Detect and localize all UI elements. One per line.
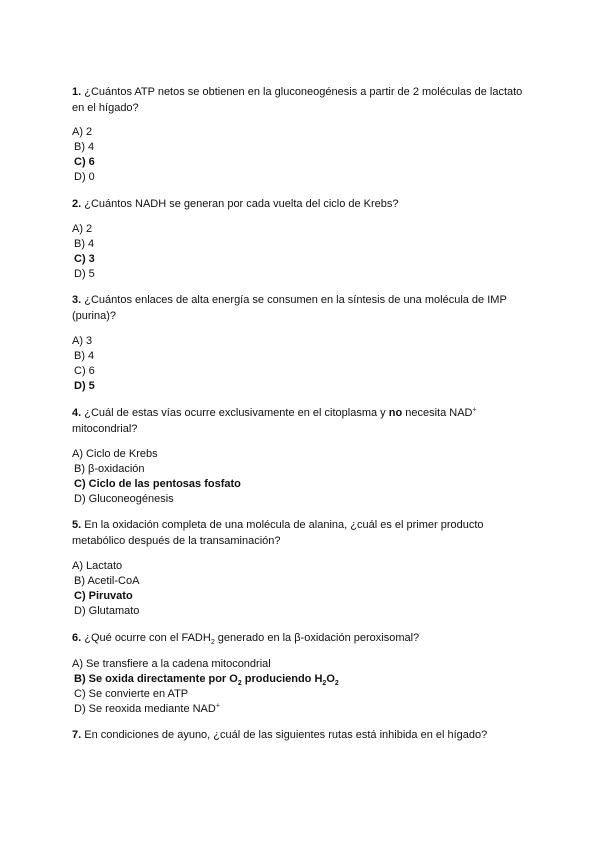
question-number: 3. — [72, 294, 82, 306]
question-emphasis: no — [388, 407, 403, 419]
option-c-correct: C) Ciclo de las pentosas fosfato — [74, 478, 241, 490]
question-2 — [72, 196, 532, 212]
option-b: B) β-oxidación — [74, 463, 145, 475]
question-text: necesita NAD — [405, 407, 473, 419]
option-text: D) Se reoxida mediante NAD — [74, 703, 216, 715]
option-d: D) Gluconeogénesis — [74, 493, 174, 505]
question-text: En la oxidación completa de una molécula de alanina, ¿cuál es el primer producto metabólico después de la transaminación? — [72, 519, 484, 547]
option-c-correct: C) Piruvato — [74, 590, 133, 602]
question-text: generado en la β-oxidación peroxisomal? — [217, 632, 420, 644]
option-d: D) 0 — [74, 171, 95, 183]
option-a: A) 2 — [72, 126, 93, 138]
option-b: B) 4 — [74, 238, 95, 250]
option-c: C) Se convierte en ATP — [74, 688, 189, 700]
option-b: B) 4 — [74, 350, 95, 362]
option-c-correct: C) 6 — [74, 156, 95, 168]
question-number: 1. — [72, 86, 82, 98]
question-6 — [72, 630, 532, 646]
subscript: 2 — [322, 680, 327, 688]
option-d-correct: D) 5 — [74, 380, 95, 392]
superscript: + — [215, 702, 220, 710]
option-c: C) 6 — [74, 365, 95, 377]
question-text: ¿Qué ocurre con el FADH — [84, 632, 211, 644]
question-number: 2. — [72, 198, 82, 210]
question-text: ¿Cuántos ATP netos se obtienen en la gluconeogénesis a partir de 2 moléculas de lactato en el hígado? — [72, 86, 523, 114]
option-b-correct — [74, 672, 339, 686]
question-number: 4. — [72, 407, 82, 419]
question-text: mitocondrial? — [72, 423, 138, 435]
option-a: A) Ciclo de Krebs — [72, 448, 158, 460]
option-a: A) 2 — [72, 223, 93, 235]
subscript: 2 — [334, 680, 339, 688]
subscript: 2 — [237, 680, 242, 688]
option-d: D) Glutamato — [74, 605, 140, 617]
option-a: A) Se transfiere a la cadena mitocondrial — [72, 658, 271, 670]
question-text: ¿Cuántos NADH se generan por cada vuelta del ciclo de Krebs? — [84, 198, 399, 210]
option-b: B) Acetil-CoA — [74, 575, 140, 587]
option-d — [74, 702, 220, 716]
option-c-correct: C) 3 — [74, 253, 95, 265]
question-7 — [72, 727, 532, 743]
question-5 — [72, 517, 532, 549]
question-number: 5. — [72, 519, 82, 531]
subscript: 2 — [210, 639, 215, 647]
option-b: B) 4 — [74, 141, 95, 153]
option-a: A) Lactato — [72, 560, 123, 572]
question-number: 6. — [72, 632, 82, 644]
option-d: D) 5 — [74, 268, 95, 280]
option-text: O — [326, 673, 335, 685]
superscript: + — [472, 406, 477, 414]
question-text: ¿Cuál de estas vías ocurre exclusivamente en el citoplasma y — [84, 407, 386, 419]
option-text: produciendo H — [244, 673, 323, 685]
question-number: 7. — [72, 729, 82, 741]
question-text: ¿Cuántos enlaces de alta energía se consumen en la síntesis de una molécula de IMP (purina)? — [72, 294, 507, 322]
option-a: A) 3 — [72, 335, 93, 347]
question-text: En condiciones de ayuno, ¿cuál de las siguientes rutas está inhibida en el hígado? — [84, 729, 488, 741]
option-text: B) Se oxida directamente por O — [74, 673, 238, 685]
question-3 — [72, 292, 532, 324]
question-4 — [72, 405, 532, 437]
question-1 — [72, 84, 532, 116]
